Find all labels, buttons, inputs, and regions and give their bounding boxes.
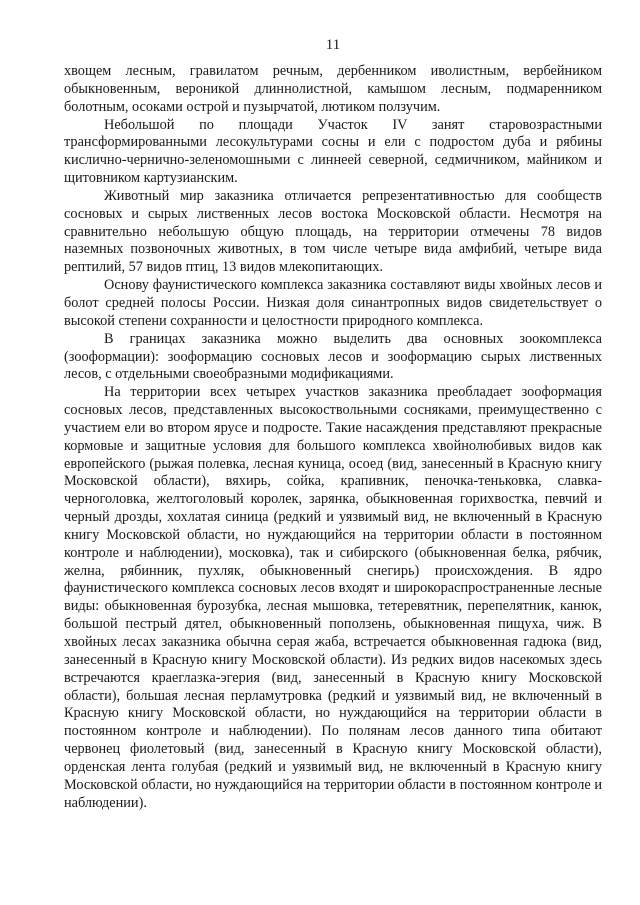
paragraph-plot-iv: Небольшой по площади Участок IV занят старовозрастными трансформированными лесокультурами сосны и ели с подростом дуба и рябины кислично-чернично-зеленомошными с линнеей северной, седмичником, майником и щитовником картузианским. [64, 116, 602, 187]
page-number: 11 [325, 37, 341, 53]
paragraph-fauna-complex: Основу фаунистического комплекса заказника составляют виды хвойных лесов и болот средней полосы России. Низкая доля синантропных видов свидетельствует о высокой степени сохранности и целостности природного комплекса. [64, 277, 602, 329]
paragraph-zoocomplexes: В границах заказника можно выделить два основных зоокомплекса (зооформации): зооформацию сосновых лесов и зооформацию сырых лиственных лесов, с отдельными своеобразными модификациями. [64, 330, 602, 383]
paragraph-pine-forest-zooformation: На территории всех четырех участков заказника преобладает зооформация сосновых лесов, представленных высокоствольными сосняками, преимущественно с участием ели во втором ярусе и подросте. Такие насаждения представляют прекрасные кормовые и защитные условия для большого комплекса хвойнолюбивых видов как европейского (рыжая полевка, лесная куница, осоед (вид, занесенный в Красную книгу Московской области), вяхирь, сойка, крапивник, пеночка-теньковка, славка-черноголовка, желтоголовый королек, зарянка, обыкновенная горихвостка, певчий и черный дрозды, хохлатая синица (редкий и уязвимый вид, не включенный в Красную книгу Московской области, но нуждающийся на территории области в постоянном контроле и наблюдении), московка), так и сибирского (обыкновенная белка, рябчик, желна, рябинник, пухляк, обыкновенный снегирь) происхождения. В ядро фаунистического комплекса сосновых лесов входят и широкораспространенные лесные виды: обыкновенная бурозубка, лесная мышовка, тетеревятник, перепелятник, канюк, большой пестрый дятел, обыкновенный поползень, обыкновенная пищуха, чиж. В хвойных лесах заказника обычна серая жаба, встречается обыкновенная гадюка (вид, занесенный в Красную книгу Московской области). Из редких видов насекомых здесь встречаются краеглазка-эгерия (вид, занесенный в Красную книгу Московской области), большая лесная перламутровка (редкий и уязвимый вид, не включенный в Красную книгу Московской области, но нуждающийся на территории области в постоянном контроле и наблюдении). По полянам лесов данного типа обитают червонец фиолетовый (вид, занесенный в Красную книгу Московской области), орденская лента голубая (редкий и уязвимый вид, не включенный в Красную книгу Московской области, но нуждающийся на территории области в постоянном контроле и наблюдении). [64, 384, 602, 811]
paragraph-continuation: хвощем лесным, гравилатом речным, дербенником иволистным, вербейником обыкновенным, вероникой длиннолистной, камышом лесным, подмаренником болотным, осоками острой и пузырчатой, лютиком ползучим. [64, 63, 602, 115]
paragraph-fauna-overview: Животный мир заказника отличается репрезентативностью для сообществ сосновых и сырых лиственных лесов востока Московской области. Несмотря на сравнительно небольшую общую площадь, на территории отмечены 78 видов наземных позвоночных животных, в том числе четыре вида амфибий, четыре вида рептилий, 57 видов птиц, 13 видов млекопитающих. [64, 187, 602, 276]
